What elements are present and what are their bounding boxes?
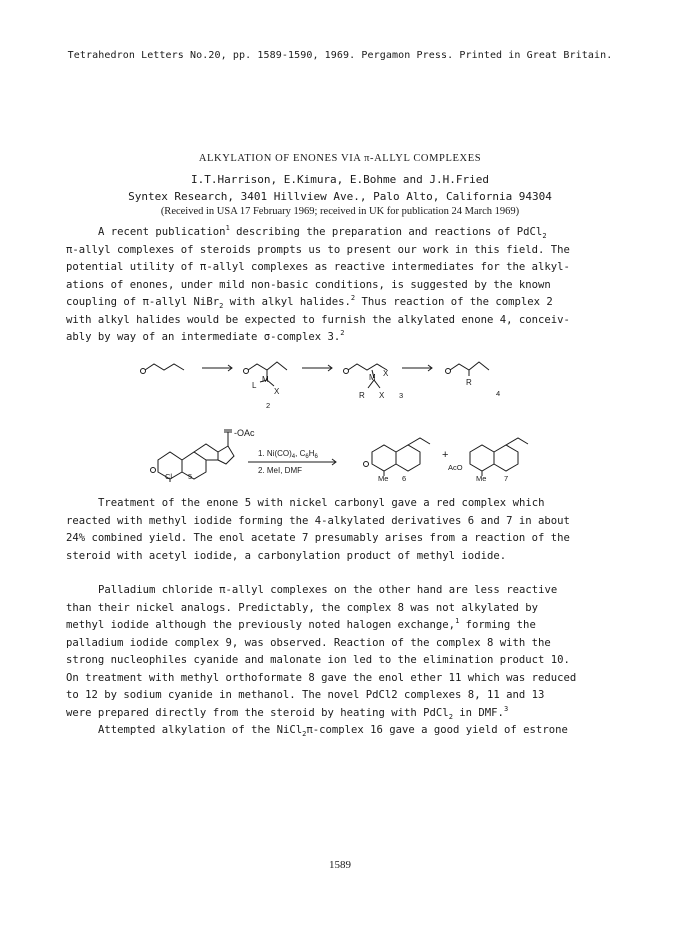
acetoxy-label: AcO xyxy=(448,463,463,472)
chloro-label: Cl xyxy=(165,472,173,481)
reaction-condition-1: 1. $Ni(CO)_4$, $C_6H_6$ xyxy=(258,449,318,460)
text-line: were prepared directly from the steroid by heating with PdCl$_2$ in DMF.$^3$ xyxy=(66,704,509,721)
ligand-label: L xyxy=(252,381,257,390)
text-line: methyl iodide although the previously noted halogen exchange,$^1$ forming the xyxy=(66,617,536,631)
text-line: A recent publication$^1$ describing the preparation and reactions of PdCl$_2$ xyxy=(98,224,547,240)
affiliation: Syntex Research, 3401 Hillview Ave., Palo Alto, California 94304 xyxy=(128,190,552,203)
text-line: On treatment with methyl orthoformate 8 gave the enol ether 11 which was reduced xyxy=(66,671,577,684)
compound-label-5: 5 xyxy=(188,472,193,481)
halide-label: X xyxy=(383,369,389,378)
text-line: strong nucleophiles cyanide and malonate ion led to the elimination product 10. xyxy=(66,654,570,666)
author-list: I.T.Harrison, E.Kimura, E.Bohme and J.H.Fried xyxy=(190,173,489,186)
reaction-scheme-drawing xyxy=(140,352,540,482)
metal-label: M xyxy=(369,373,376,382)
compound-label-3: 3 xyxy=(399,391,404,400)
compound-label-2: 2 xyxy=(266,401,271,410)
alkyl-label: R xyxy=(359,391,365,400)
compound-label-4: 4 xyxy=(496,389,501,398)
plus-sign: + xyxy=(442,449,449,461)
article-title: ALKYLATION OF ENONES VIA π-ALLYL COMPLEXES xyxy=(198,153,482,164)
text-line: with alkyl halides would be expected to furnish the alkylated enone 4, conceiv- xyxy=(66,313,570,326)
halide-label: X xyxy=(274,387,280,396)
paragraph-nickel xyxy=(66,495,618,565)
alkyl-label: R xyxy=(466,378,472,387)
page-number: 1589 xyxy=(329,859,351,871)
text-line: than their nickel analogs. Predictably, the complex 8 was not alkylated by xyxy=(66,601,538,614)
text-line: palladium iodide complex 9, was observed. Reaction of the complex 8 with the xyxy=(66,636,551,649)
text-line: Palladium chloride π-allyl complexes on the other hand are less reactive xyxy=(98,584,558,596)
text-line: π-allyl complexes of steroids prompts us to present our work in this field. The xyxy=(66,243,570,256)
text-line: Treatment of the enone 5 with nickel carbonyl gave a red complex which xyxy=(98,497,545,509)
paragraph-palladium xyxy=(66,582,618,740)
text-line: ably by way of an intermediate σ-complex 3.$^2$ xyxy=(66,329,345,343)
text-line: steroid with acetyl iodide, a carbonylation product of methyl iodide. xyxy=(66,549,507,562)
paragraph-intro xyxy=(66,224,618,347)
compound-label-6: 6 xyxy=(402,474,407,482)
metal-label: M xyxy=(262,375,269,384)
text-line: 24% combined yield. The enol acetate 7 presumably arises from a reaction of the xyxy=(66,532,570,544)
acetate-label: -OAc xyxy=(234,428,255,438)
text-line: coupling of π-allyl NiBr$_2$ with alkyl halides.$^2$ Thus reaction of the complex 2 xyxy=(66,294,553,310)
methyl-label: Me xyxy=(476,474,487,482)
running-header: Tetrahedron Letters No.20, pp. 1589-1590, 1969. Pergamon Press. Printed in Great Britain. xyxy=(67,50,613,61)
received-dates: (Received in USA 17 February 1969; received in UK for publication 24 March 1969) xyxy=(160,206,520,217)
compound-label-7: 7 xyxy=(504,474,509,482)
text-line: potential utility of π-allyl complexes as reactive intermediates for the alkyl- xyxy=(66,261,570,273)
text-line: to 12 by sodium cyanide in methanol. The novel PdCl2 complexes 8, 11 and 13 xyxy=(66,689,545,701)
methyl-label: Me xyxy=(378,474,389,482)
halide-label: X xyxy=(379,391,385,400)
text-line: Attempted alkylation of the NiCl$_2$π-complex 16 gave a good yield of estrone xyxy=(98,724,568,738)
reaction-scheme xyxy=(140,352,540,482)
text-line: ations of enones, under mild non-basic conditions, is suggested by the known xyxy=(66,278,551,291)
text-line: reacted with methyl iodide forming the 4-alkylated derivatives 6 and 7 in about xyxy=(66,514,570,527)
reaction-condition-2: 2. MeI, DMF xyxy=(258,466,303,475)
